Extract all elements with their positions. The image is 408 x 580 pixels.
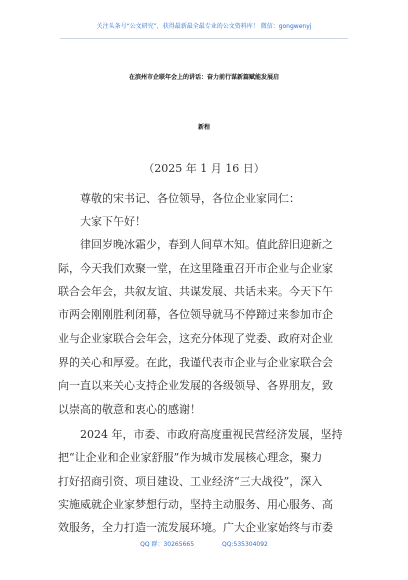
document-title-line-2: 新程 bbox=[197, 124, 210, 131]
body-line: 界的关心和厚爱。在此，我谨代表市企业与企业家联合会 bbox=[58, 356, 333, 369]
body-line: 以崇高的敬意和衷心的感谢！ bbox=[58, 403, 201, 416]
footer-qq-group: QQ 群：30265665 bbox=[140, 541, 195, 548]
body-line: 打好招商引资、项目建设、工业经济“三大战役”，深入 bbox=[58, 475, 323, 488]
footer-contact bbox=[0, 538, 408, 552]
body-line: 把“让企业和企业家舒服”作为城市发展核心理念，聚力 bbox=[58, 451, 323, 464]
body-line: 实施威就企业家梦想行动，坚持主动服务、用心服务、高 bbox=[58, 498, 333, 511]
body-line: 市两会刚刚胜利闭幕，各位领导就马不停蹄过来参加市企 bbox=[58, 308, 333, 321]
greeting: 大家下午好！ bbox=[80, 215, 146, 228]
header-divider bbox=[60, 38, 348, 39]
body-line: 向一直以来关心支持企业发展的各级领导、各界朋友，致 bbox=[58, 379, 333, 392]
body-line: 业与企业家联合会年会，这充分体现了党委、政府对企业 bbox=[58, 332, 333, 345]
document-date: （2025 年 1 月 16 日） bbox=[143, 162, 265, 175]
body-line: 2024 年，市委、市政府高度重视民营经济发展，坚持 bbox=[80, 428, 343, 441]
header-promo-text: 关注头条号“公文研究”，获得最新最全最专业的公文资料库！ 微信：gongwenyj bbox=[96, 23, 312, 30]
footer-qq-number: QQ:535304092 bbox=[222, 541, 268, 548]
body-line: 律回岁晚冰霜少，春到人间草木知。值此辞旧迎新之 bbox=[80, 238, 333, 251]
body-line: 际，今天我们欢聚一堂，在这里隆重召开市企业与企业家 bbox=[58, 262, 333, 275]
salutation: 尊敬的宋书记、各位领导，各位企业家同仁： bbox=[80, 192, 300, 205]
body-line: 联合会年会，共叙友谊、共谋发展、共话未来。今天下午 bbox=[58, 285, 333, 298]
document-title-line-1: 在滨州市企联年会上的讲话：奋力前行谋新篇赋能发展启 bbox=[128, 74, 279, 81]
body-line: 效服务，全力打造一流发展环境。广大企业家始终与市委 bbox=[58, 521, 333, 534]
